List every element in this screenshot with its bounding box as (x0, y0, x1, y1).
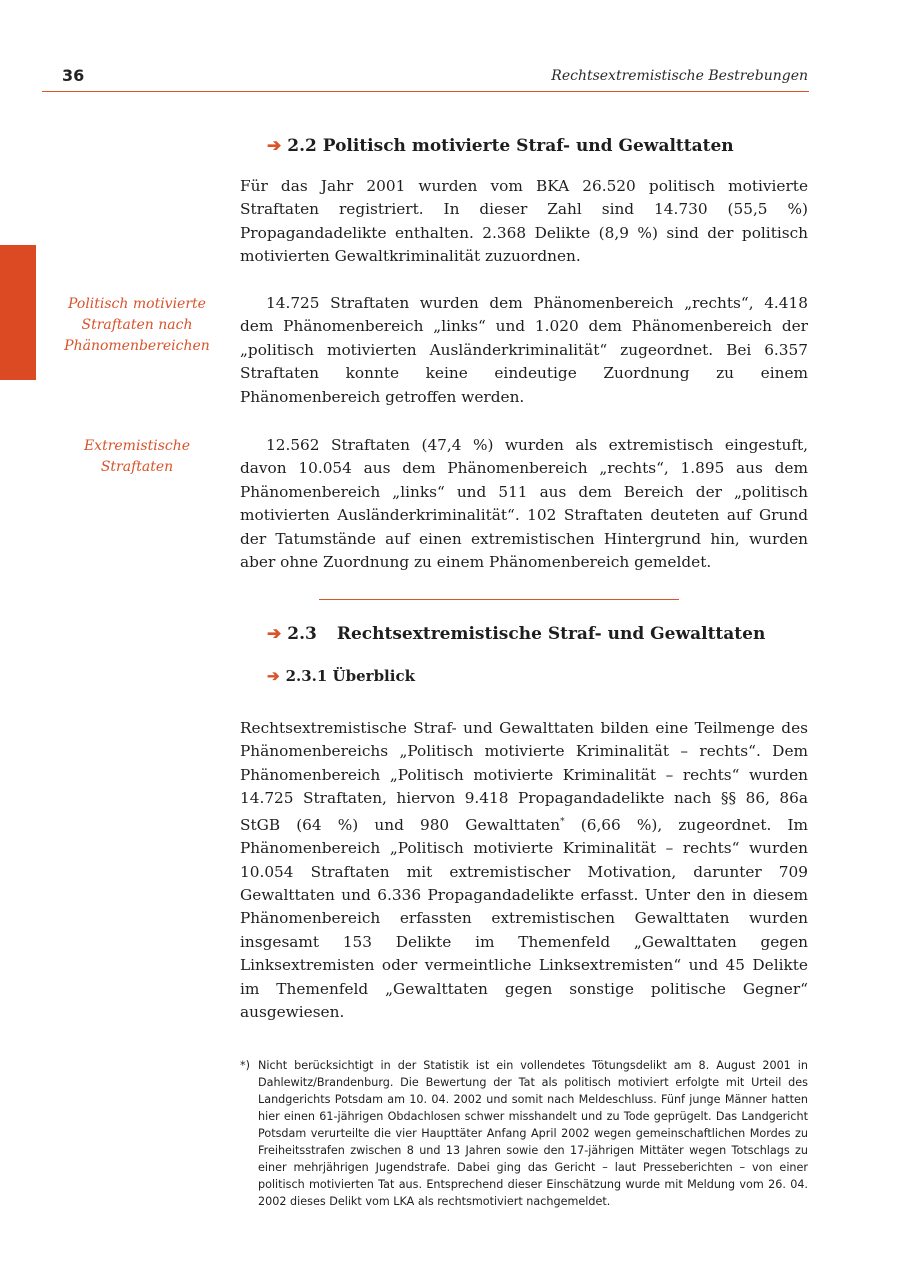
section-heading-2-3-1 (267, 667, 415, 685)
section-heading-2-3-1-title: 2.3.1 Überblick (285, 667, 415, 685)
page-number: 36 (62, 66, 85, 85)
footnote (240, 1057, 808, 1210)
footnote-marker: *) (240, 1059, 250, 1072)
section-divider (319, 599, 679, 600)
paragraph-2-2-phaenomenbereiche: 14.725 Straftaten wurden dem Phänomenbereich „rechts“, 4.418 dem Phänomenbereich „links“ und 1.020 dem Phänomenbereich der „politisch motivierten Ausländerkriminalität“ zugeordnet. Bei 6.357 Straftaten konnte keine eindeutige Zuordnung zu einem Phänomenbereich getroffen werden. (240, 294, 808, 406)
arrow-right-icon: ➔ (267, 667, 280, 685)
arrow-right-icon: ➔ (267, 136, 282, 156)
paragraph-2-2-intro: Für das Jahr 2001 wurden vom BKA 26.520 politisch motivierte Straftaten registriert. In dieser Zahl sind 14.730 (55,5 %) Propagandadelikte enthalten. 2.368 Delikte (8,9 %) sind der politisch motivierten Gewaltkriminalität zuzuordnen. (240, 177, 808, 266)
header-rule (42, 91, 809, 92)
chapter-marker-bar (0, 245, 36, 380)
section-heading-2-2 (267, 136, 734, 156)
paragraph-2-3-1-part2: (6,66 %), zugeordnet. Im Phänomenbereich „Politisch motivierte Kriminalität – rechts“ wurden 10.054 Straftaten mit extremistischer Motivation, darunter 709 Gewalttaten und 6.336 Propagandadelikte erfasst. Unter den in diesem Phänomenbereich erfassten extremistischen Gewalttaten wurden insgesamt 153 Delikte im Themenfeld „Gewalttaten gegen Linksextremisten oder vermeintliche Linksextremisten“ und 45 Delikte im Themenfeld „Gewalttaten gegen sonstige politische Gegner“ ausgewiesen. (240, 815, 808, 1021)
section-heading-2-2-title: 2.2 Politisch motivierte Straf- und Gewalttaten (287, 136, 734, 156)
running-title: Rechtsextremistische Bestrebungen (551, 68, 808, 84)
margin-note-extremistische-straftaten: Extremistische Straftaten (83, 438, 191, 475)
paragraph-2-2-extremistisch: 12.562 Straftaten (47,4 %) wurden als extremistisch eingestuft, davon 10.054 aus dem Phänomenbereich „rechts“, 1.895 aus dem Phänomenbereich „links“ und 511 aus dem Bereich der „politisch motivierten Ausländerkriminalität“. 102 Straftaten deuteten auf Grund der Tatumstände auf einen extremistischen Hintergrund hin, wurden aber ohne Zuordnung zu einem Phänomenbereich gemeldet. (240, 436, 808, 572)
paragraph-2-3-1-part1: Rechtsextremistische Straf- und Gewalttaten bilden eine Teilmenge des Phänomenbereichs „Politisch motivierte Kriminalität – rechts“. Dem Phänomenbereich „Politisch motivierte Kriminalität – rechts“ wurden 14.725 Straftaten, hiervon 9.418 Propagandadelikte nach §§ 86, 86a StGB (64 %) und 980 Gewalttaten (240, 719, 808, 834)
section-heading-2-3 (267, 624, 765, 644)
section-heading-2-3-title: Rechtsextremistische Straf- und Gewalttaten (336, 624, 766, 644)
margin-note-phaenomenbereiche: Politisch motivierte Straftaten nach Phänomenbereichen (64, 296, 210, 354)
paragraph-2-3-1-overview (240, 717, 808, 1024)
footnote-text: Nicht berücksichtigt in der Statistik ist ein vollendetes Tötungsdelikt am 8. August 2001 in Dahlewitz/Brandenburg. Die Bewertung der Tat als politisch motiviert erfolgte mit Urteil des Landgerichts Potsdam am 10. 04. 2002 und somit nach Meldeschluss. Fünf junge Männer hatten hier einen 61-jährigen Obdachlosen schwer misshandelt und zu Tode geprügelt. Das Landgericht Potsdam verurteilte die vier Haupttäter Anfang April 2002 wegen gemeinschaftlichen Mordes zu Freiheitsstrafen zwischen 8 und 13 Jahren sowie den 17-jährigen Mittäter wegen Totschlags zu einer mehrjährigen Jugendstrafe. Dabei ging das Gericht – laut Presseberichten – von einer politisch motivierten Tat aus. Entsprechend dieser Einschätzung wurde mit Meldung vom 26. 04. 2002 dieses Delikt vom LKA als rechtsmotiviert nachgemeldet. (258, 1059, 808, 1208)
footnote-reference: * (560, 816, 565, 827)
section-heading-2-3-number: 2.3 (287, 624, 317, 644)
arrow-right-icon: ➔ (267, 624, 282, 644)
